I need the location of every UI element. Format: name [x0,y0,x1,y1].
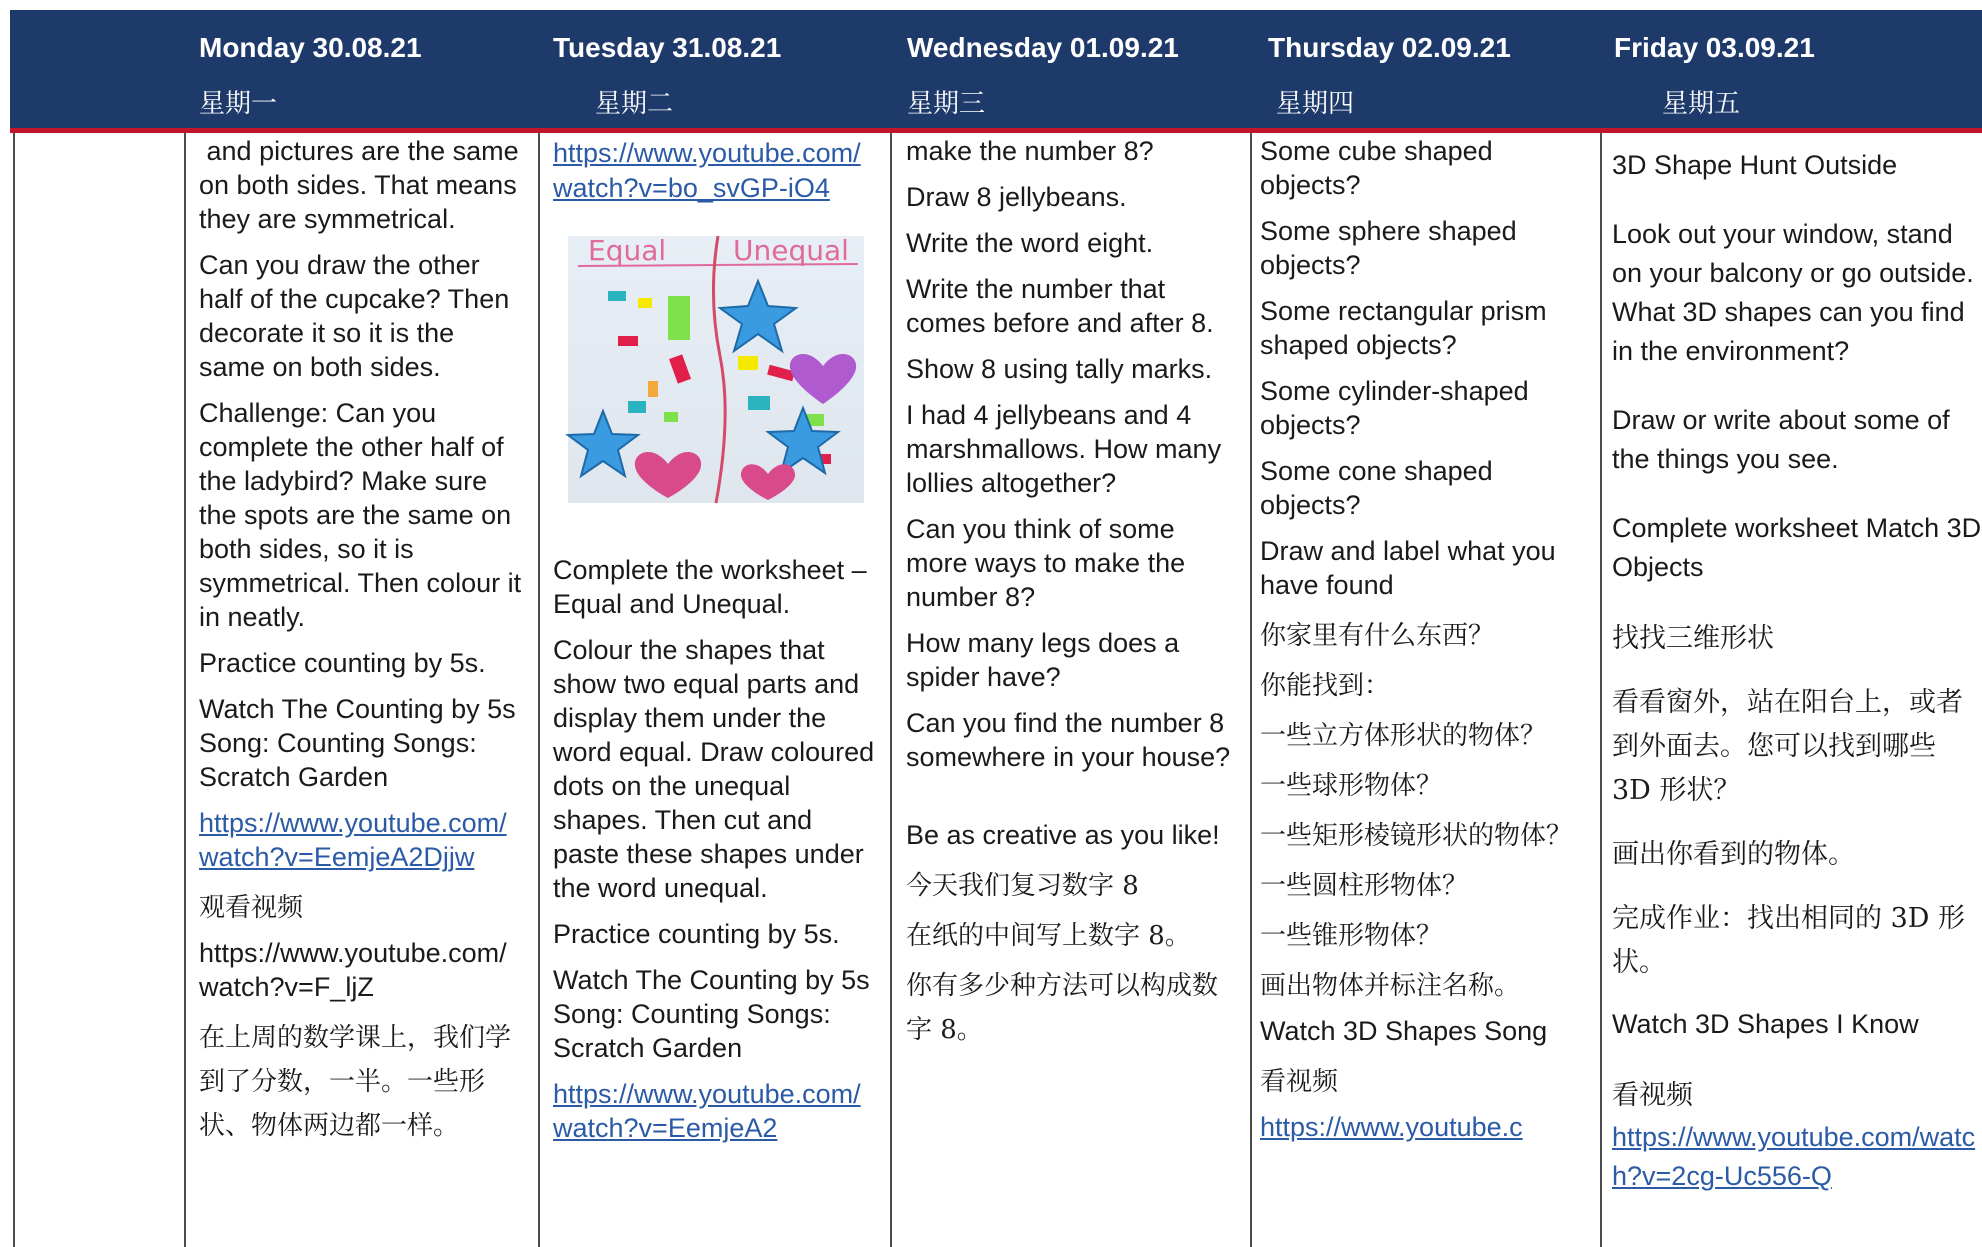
cell-text: Write the word eight. [906,228,1154,258]
cell-text-chinese: 你能找到： [1260,671,1391,701]
cell-text: Some cylinder-shaped objects? [1260,376,1529,440]
video-link[interactable]: https://www.youtube.c [1260,1112,1523,1142]
cell-text: How many legs does a spider have? [906,628,1180,692]
day-header-row [10,10,1982,133]
cell-text: Write the number that comes before and after 8. [906,274,1214,338]
cell-text-chinese: 你家里有什么东西？ [1260,621,1495,651]
cell-text: and pictures are the same on both sides. That means they are symmetrical. [199,136,527,234]
cell-text: Can you think of some more ways to make the number 8? [906,514,1186,612]
cell-text: Draw 8 jellybeans. [906,182,1127,212]
cell-text: Complete the worksheet – Equal and Unequal. [553,555,867,619]
cell-text: Some sphere shaped objects? [1260,216,1517,280]
cell-text-chinese: 找找三维形状 [1612,623,1774,654]
cell-text-chinese: 一些立方体形状的物体？ [1260,721,1547,751]
tuesday-column [553,134,879,1247]
day-label: Wednesday 01.09.21 [907,32,1179,63]
video-link[interactable]: https://www.youtube.com/watch?v=2cg-Uc556-Q [1612,1122,1976,1191]
cell-text: Watch The Counting by 5s Song: Counting Songs: Scratch Garden [199,694,516,792]
day-label-chinese: 星期一 [199,89,278,119]
cell-text: Some cube shaped objects? [1260,136,1493,200]
column-divider [184,133,186,1247]
column-divider [538,133,540,1247]
cell-text: Draw and label what you have found [1260,536,1556,600]
cell-text: Watch The Counting by 5s Song: Counting Songs: Scratch Garden [553,965,870,1063]
cell-text: Practice counting by 5s. [199,648,486,678]
video-link[interactable]: https://www.youtube.com/watch?v=EemjeA2Djjw [199,808,507,872]
day-label-chinese: 星期三 [907,89,986,119]
day-label-chinese: 星期二 [595,89,674,119]
cell-text: Can you find the number 8 somewhere in your house? [906,708,1231,772]
day-label: Thursday 02.09.21 [1268,32,1511,63]
cell-text: Look out your window, stand on your balcony or go outside. What 3D shapes can you find in the environment? [1612,219,1974,366]
video-link[interactable]: https://www.youtube.com/watch?v=EemjeA2 [553,1079,861,1143]
cell-text-chinese: 看视频 [1260,1067,1339,1097]
cell-text: Watch 3D Shapes Song [1260,1016,1548,1046]
cell-text-chinese: 你有多少种方法可以构成数字 8。 [906,971,1219,1045]
friday-column [1612,134,1982,1247]
column-divider [890,133,892,1247]
cell-text: Colour the shapes that show two equal parts and display them under the word equal. Draw coloured dots on the unequal shapes. Then cut and paste these shapes under the word unequal. [553,635,875,903]
cell-text: 3D Shape Hunt Outside [1612,150,1898,180]
cell-text: Show 8 using tally marks. [906,354,1213,384]
cell-text: Some rectangular prism shaped objects? [1260,296,1547,360]
equal-unequal-chart-image [568,236,864,503]
cell-text-chinese: 在上周的数学课上，我们学到了分数，一半。一些形状、物体两边都一样。 [199,1023,512,1141]
video-link[interactable]: https://www.youtube.com/watch?v=bo_svGP-iO4 [553,138,861,203]
cell-text: make the number 8? [906,136,1154,166]
cell-text-chinese: 今天我们复习数字 8 [906,871,1139,901]
picture-caption-left: Equal [588,234,667,267]
cell-text: Can you draw the other half of the cupcake? Then decorate it so it is the same on both sides. [199,250,510,382]
cell-text: Practice counting by 5s. [553,919,840,949]
picture-caption-right: Unequal [733,234,849,267]
cell-text: Watch 3D Shapes I Know [1612,1009,1919,1039]
cell-text-chinese: 一些圆柱形物体？ [1260,871,1469,901]
day-label-chinese: 星期五 [1662,89,1741,119]
cell-text-chinese: 一些球形物体？ [1260,771,1443,801]
table-border [13,133,15,1247]
equal-unequal-picture [568,236,864,503]
day-label-chinese: 星期四 [1276,89,1355,119]
cell-text-chinese: 观看视频 [199,893,304,923]
cell-text: I had 4 jellybeans and 4 marshmallows. How many lollies altogether? [906,400,1222,498]
cell-text-chinese: 画出你看到的物体。 [1612,839,1855,870]
cell-text: Complete worksheet Match 3D Objects [1612,513,1982,582]
day-label: Friday 03.09.21 [1614,32,1815,63]
cell-text: Challenge: Can you complete the other half of the ladybird? Make sure the spots are the same on both sides, so it is symmetrical. Then colour it in neatly. [199,398,522,632]
day-label: Tuesday 31.08.21 [553,32,782,63]
day-label: Monday 30.08.21 [199,32,422,63]
wednesday-column [906,134,1234,1247]
thursday-column [1260,134,1590,1247]
column-divider [1600,133,1602,1247]
cell-text-chinese: 看视频 [1612,1080,1693,1111]
cell-text-chinese: 在纸的中间写上数字 8。 [906,921,1191,951]
cell-text-chinese: 画出物体并标注名称。 [1260,971,1521,1001]
cell-text-chinese: 看看窗外，站在阳台上，或者到外面去。您可以找到哪些 3D 形状？ [1612,687,1963,806]
cell-text: Draw or write about some of the things you see. [1612,405,1950,474]
monday-column [199,134,525,1247]
video-url-text: https://www.youtube.com/watch?v=F_ljZ [199,938,507,1002]
cell-text: Be as creative as you like! [906,820,1220,850]
cell-text: Some cone shaped objects? [1260,456,1493,520]
cell-text-chinese: 一些锥形物体？ [1260,921,1443,951]
cell-text-chinese: 一些矩形棱镜形状的物体？ [1260,821,1573,851]
cell-text-chinese: 完成作业：找出相同的 3D 形状。 [1612,903,1965,978]
column-divider [1250,133,1252,1247]
